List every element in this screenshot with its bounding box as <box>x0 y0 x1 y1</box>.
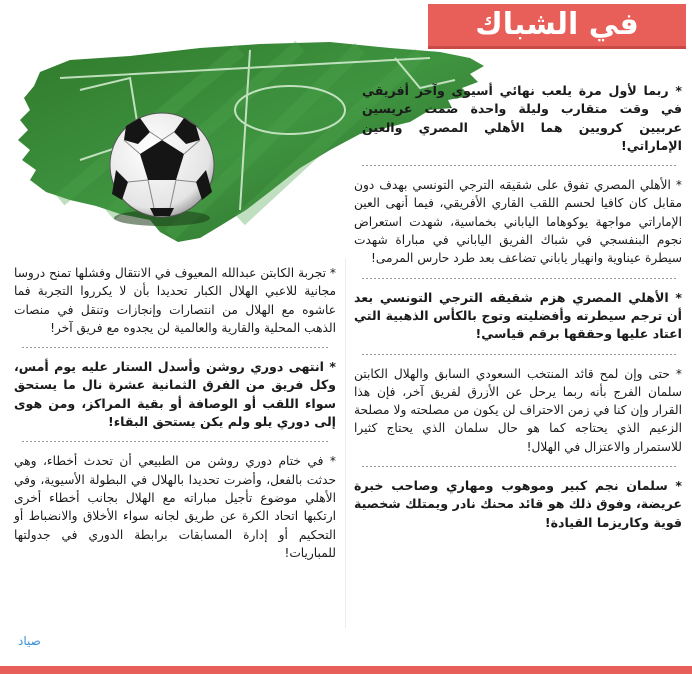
dotted-divider <box>360 466 676 467</box>
paragraph: * ربما لأول مرة يلعب نهائي أسيوي وآخر أفريقي في وقت متقارب وليلة واحدة ضمت عريسين عربيين كرويين هما الأهلي المصري والعين الإماراتي! <box>362 83 682 153</box>
bottom-accent-bar <box>0 666 692 674</box>
paragraph: * في ختام دوري روشن من الطبيعي أن تحدث أخطاء، وهي حدثت بالفعل، وأضرت تحديدا بالهلال في البطولة الأسيوية، وفي الأهلي موضوع تأجيل مباراته مع الهلال بجانب أخطاء أخرى ارتكبها اتحاد الكرة عن طريق لجانه سواء الأخلاق والانضباط أو التحكيم أو إدارة المسابقات برابطة الدوري في جدولتها للمباريات! <box>14 454 336 560</box>
right-column <box>354 82 682 542</box>
author-credit: صياد <box>18 634 41 648</box>
paragraph: * سلمان نجم كبير وموهوب ومهاري وصاحب خبرة عريضة، وفوق ذلك هو قائد محنك نادر ويمتلك شخصية قوية وكاريزما القيادة! <box>354 478 682 530</box>
paragraph: * تجربة الكابتن عبدالله المعيوف في الانتقال وفشلها تمنح دروسا مجانية للاعبي الهلال الكبار تحديدا بأن لا يكرروا التجربة فما عاشوه مع الهلال من انتصارات وإنجازات وتنقل في منصات الذهب المحلية والقارية والعالمية لن يجدوه مع فريق آخر! <box>14 266 336 335</box>
paragraph: * انتهى دوري روشن وأسدل الستار عليه يوم أمس، وكل فريق من الفرق الثمانية عشرة نال ما يستحق سواء اللقب أو الوصافة أو بقية المراكز، ومن هوى إلى دوري يلو ولم يكن يستحق البقاء! <box>14 359 336 430</box>
section-title: في الشباك <box>428 4 686 49</box>
dotted-divider <box>20 347 330 348</box>
paragraph: * حتى وإن لمح قائد المنتخب السعودي السابق والهلال الكابتن سلمان الفرج بأنه ربما يرحل عن الأزرق لفريق آخر، فإن هذا القرار وإن كنا في زمن الاحتراف لن يكون من مصلحته ولا مصلحة الزعيم الذي يحتاجه كما هو حال سلمان الذي يحتاج كثيرا للاستمرار والاعتزال في الهلال! <box>354 366 682 454</box>
section-header <box>428 4 686 48</box>
left-column <box>14 264 336 572</box>
dotted-divider <box>360 278 676 279</box>
dotted-divider <box>20 441 330 442</box>
column-separator <box>345 258 346 628</box>
dotted-divider <box>360 354 676 355</box>
paragraph: * الأهلي المصري هزم شقيقه الترجي التونسي بعد أن ترجم سيطرته وأفضليته وتوج بالكأس الذهبية التي اعتاد عليها وحققها برقم قياسي! <box>354 289 682 342</box>
dotted-divider <box>360 165 676 166</box>
paragraph: * الأهلي المصري تفوق على شقيقه الترجي التونسي بهدف دون مقابل كان كافيا لحسم اللقب القاري الأفريقي، فيما أنهى العين الإماراتي مواجهة يوكوهاما الياباني بخماسية، شهدت استعراض نجوم البنفسجي في شباك الفريق الياباني في مباراة شهدت سيطرة عيناوية وانهيار ياباني تضاعف بعد طرد حارس المرمى! <box>354 178 682 266</box>
football-icon <box>110 113 214 217</box>
